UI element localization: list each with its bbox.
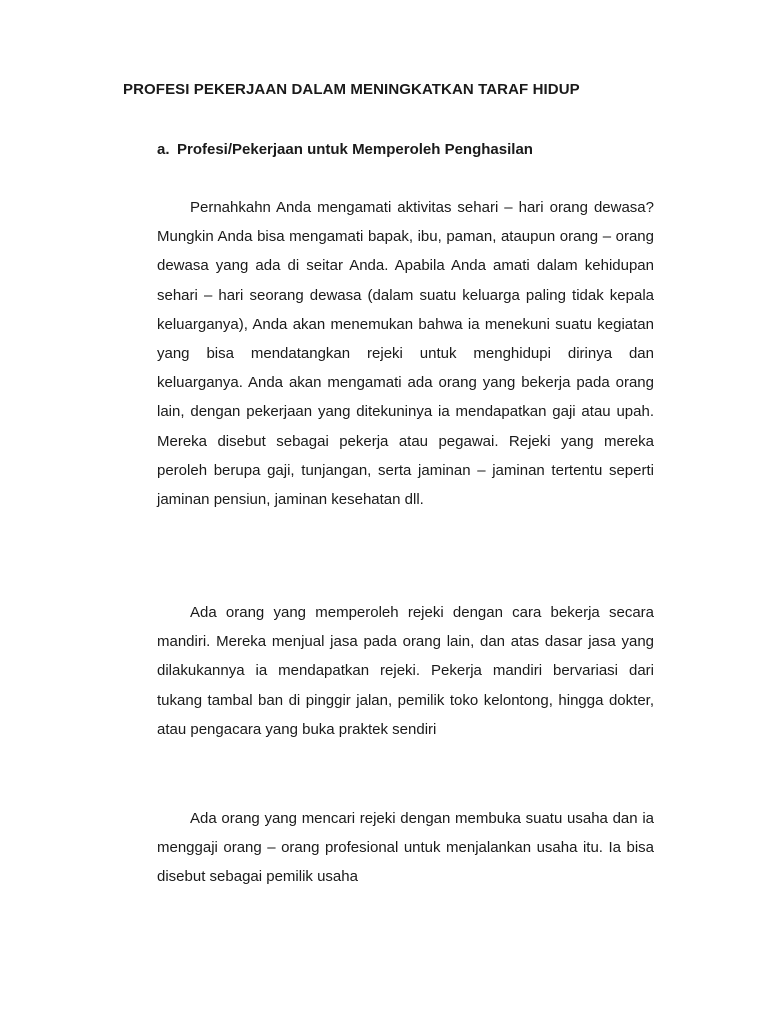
section-heading [157, 141, 533, 158]
paragraph-3: Ada orang yang mencari rejeki dengan membuka suatu usaha dan ia menggaji orang – orang profesional untuk menjalankan usaha itu. Ia bisa disebut sebagai pemilik usaha [157, 810, 654, 886]
section-marker: a. [157, 141, 170, 158]
document-title: PROFESI PEKERJAAN DALAM MENINGKATKAN TARAF HIDUP [123, 81, 580, 98]
section-heading-text: Profesi/Pekerjaan untuk Memperoleh Penghasilan [177, 141, 533, 158]
paragraph-1: Pernahkahn Anda mengamati aktivitas sehari – hari orang dewasa? Mungkin Anda bisa mengamati bapak, ibu, paman, ataupun orang – orang dewasa yang ada di seitar Anda. Apabila Anda amati dalam kehidupan sehari – hari seorang dewasa (dalam suatu keluarga paling tidak kepala keluarganya), Anda akan menemukan bahwa ia menekuni suatu kegiatan yang bisa mendatangkan rejeki untuk menghidupi dirinya dan keluarganya. Anda akan mengamati ada orang yang bekerja pada orang lain, dengan pekerjaan yang ditekuninya ia mendapatkan gaji atau upah. Mereka disebut sebagai pekerja atau pegawai. Rejeki yang mereka peroleh berupa gaji, tunjangan, serta jaminan – jaminan tertentu seperti jaminan pensiun, jaminan kesehatan dll. [157, 199, 654, 509]
paragraph-2: Ada orang yang memperoleh rejeki dengan cara bekerja secara mandiri. Mereka menjual jasa pada orang lain, dan atas dasar jasa yang dilakukannya ia mendapatkan rejeki. Pekerja mandiri bervariasi dari tukang tambal ban di pinggir jalan, pemilik toko kelontong, hingga dokter, atau pengacara yang buka praktek sendiri [157, 604, 654, 738]
